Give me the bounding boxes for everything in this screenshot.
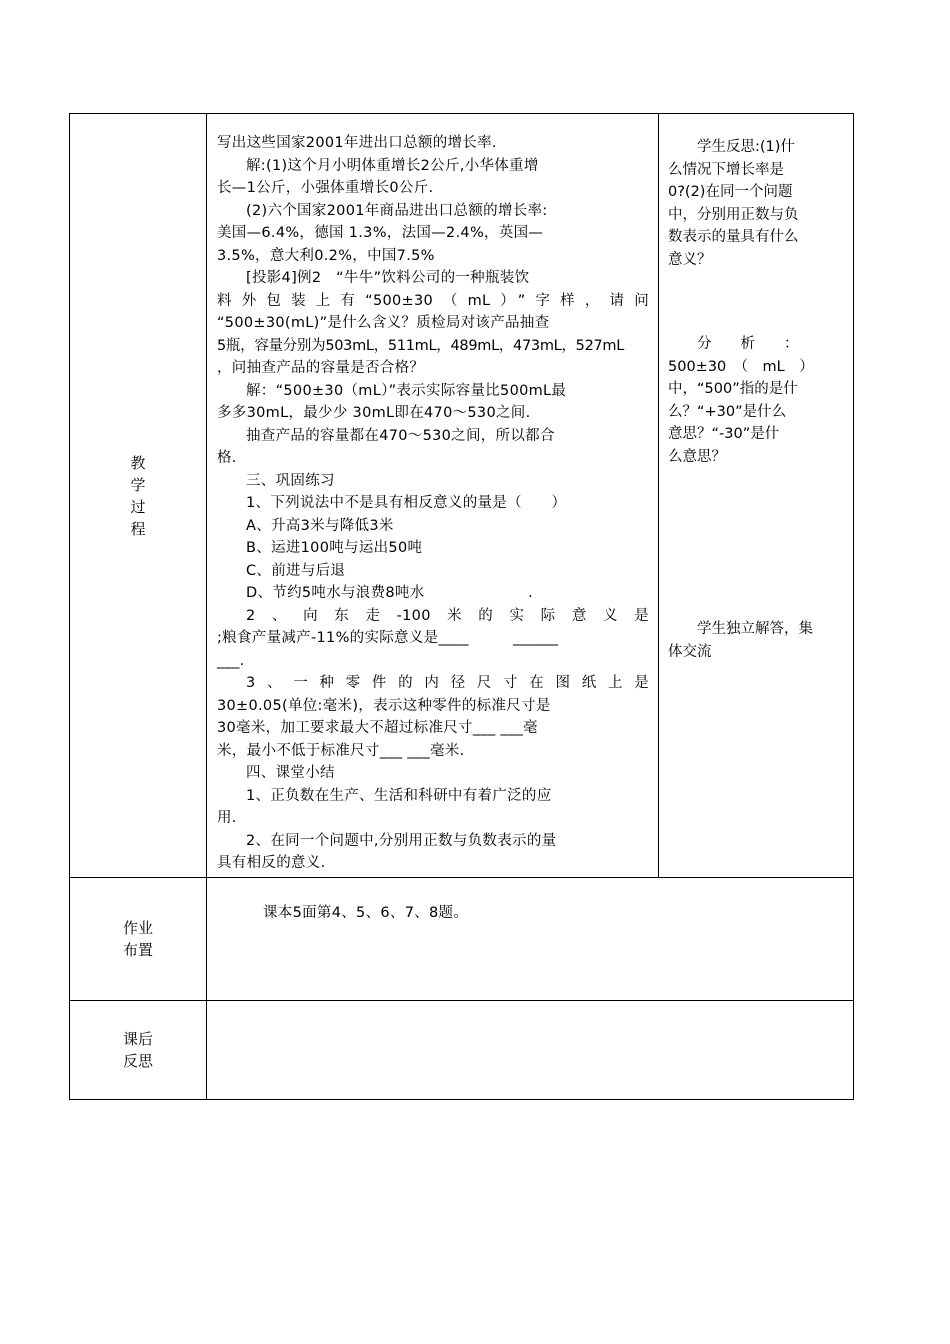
content-line: 料外包装上有“500±30（mL）”字样，请问 [217, 292, 649, 309]
row-label-char: 过 [130, 497, 146, 516]
row-label-line: 反思 [122, 1052, 153, 1070]
side-note-line: 体交流 [668, 643, 712, 660]
content-line: ;粮食产量减产-11%的实际意义是____ ______ [217, 630, 559, 646]
content-line: 解：“500±30（mL）”表示实际容量比500mL最 [246, 382, 567, 399]
content-line: (2)六个国家2001年商品进出口总额的增长率: [246, 202, 548, 219]
column-divider-notes [658, 114, 659, 877]
row-label-char: 教 [130, 453, 146, 472]
option-line: B、运进100吨与运出50吨 [246, 540, 423, 556]
content-line: 30±0.05(单位:毫米)，表示这种零件的标准尺寸是 [217, 697, 551, 714]
side-note-line: 意义？ [668, 251, 712, 268]
side-note-line: 么意思？ [668, 448, 726, 465]
content-line: ___. [217, 652, 245, 669]
side-note-line: 学生反思:(1)什 [697, 139, 795, 155]
side-note-line: 意思？“-30”是什 [668, 426, 780, 442]
side-note-line: 数表示的量具有什么 [668, 229, 799, 245]
content-line: 写出这些国家2001年进出口总额的增长率. [217, 135, 497, 151]
content-line: 5瓶，容量分别为503mL，511mL，489mL，473mL，527mL [217, 337, 625, 354]
row-label-line: 布置 [122, 941, 153, 959]
side-note-line: 中，“500”指的是什 [668, 381, 798, 397]
content-line: 美国—6.4%，德国 1.3%，法国—2.4%，英国— [217, 225, 544, 241]
content-line: 2、向东走-100米的实际意义是 [246, 607, 649, 624]
content-line: 具有相反的意义. [217, 855, 326, 871]
content-line: 3、一种零件的内径尺寸在图纸上是 [246, 675, 649, 691]
side-note-reflect [668, 136, 844, 271]
option-line: D、节约5吨水与浪费8吨水 . [246, 585, 534, 601]
section-heading: 四、课堂小结 [246, 765, 335, 781]
option-line: C、前进与后退 [246, 562, 346, 579]
side-note-answer [668, 618, 844, 663]
row-label-process [70, 114, 206, 877]
content-line: 30毫米，加工要求最大不超过标准尺寸___ ___毫 [217, 720, 538, 736]
homework-content [263, 902, 823, 925]
lesson-plan-table [69, 113, 854, 1100]
content-line: [投影4]例2 “牛牛”饮料公司的一种瓶装饮 [246, 270, 530, 286]
section-heading: 三、巩固练习 [246, 472, 335, 489]
row-label-homework [70, 878, 206, 1000]
option-line: A、升高3米与降低3米 [246, 517, 394, 534]
content-line: 2、在同一个问题中,分别用正数与负数表示的量 [246, 832, 557, 849]
content-line: 抽查产品的容量都在470～530之间，所以都合 [246, 427, 555, 444]
side-note-line: 500±30 （ mL ） [668, 358, 814, 375]
content-line: 米，最小不低于标准尺寸___ ___毫米. [217, 742, 465, 759]
row-label-reflection [70, 1001, 206, 1099]
teaching-process-content [217, 132, 649, 875]
row-label-char: 程 [130, 519, 146, 538]
content-line: 多多30mL，最少少 30mL即在470～530之间. [217, 405, 531, 421]
row-label-line: 作业 [122, 919, 153, 937]
content-line: 解:(1)这个月小明体重增长2公斤,小华体重增 [246, 157, 539, 174]
side-note-line: 学生独立解答，集 [697, 621, 813, 637]
content-line: 长—1公斤，小强体重增长0公斤. [217, 180, 434, 196]
side-note-line: 么情况下增长率是 [668, 161, 784, 178]
content-line: ，问抽查产品的容量是否合格？ [217, 360, 425, 376]
side-note-line: 么？“+30”是什么 [668, 403, 787, 420]
side-note-line: 分 析 ： [697, 336, 799, 352]
content-line: 1、正负数在生产、生活和科研中有着广泛的应 [246, 787, 552, 804]
content-line: 用. [217, 810, 237, 826]
column-divider-label [206, 114, 207, 1099]
side-note-line: 0?(2)在同一个问题 [668, 184, 793, 200]
content-line: 1、下列说法中不是具有相反意义的量是（ ） [246, 495, 567, 511]
content-line: 3.5%，意大利0.2%，中国7.5% [217, 247, 435, 264]
row-label-char: 学 [130, 475, 146, 494]
homework-text: 课本5面第4、5、6、7、8题。 [263, 905, 469, 921]
content-line: 格. [217, 450, 237, 466]
content-line: “500±30(mL)”是什么含义？质检局对该产品抽查 [217, 315, 550, 331]
side-note-line: 中，分别用正数与负 [668, 206, 799, 223]
side-note-analysis [668, 333, 844, 468]
row-label-line: 课后 [122, 1030, 153, 1048]
